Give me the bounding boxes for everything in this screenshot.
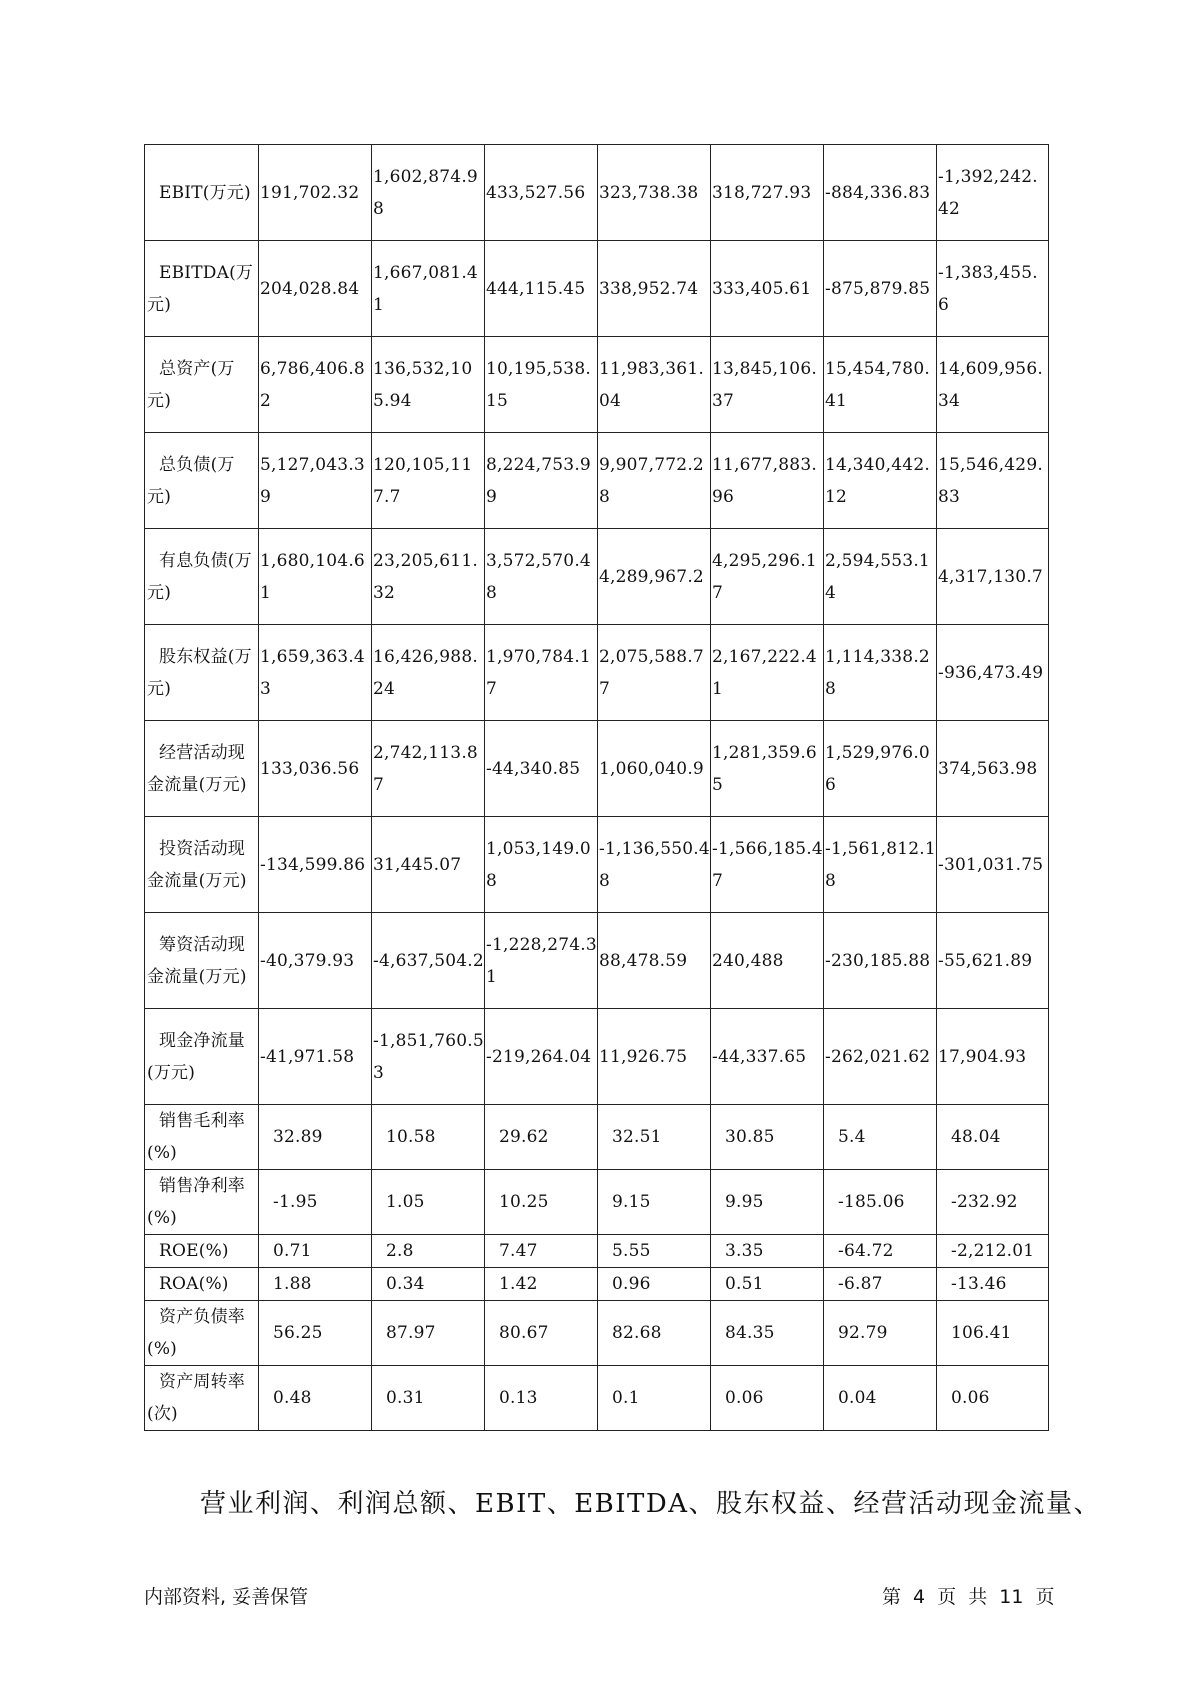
table-cell: 1,281,359.65 (711, 721, 824, 817)
row-label (145, 817, 259, 913)
table-cell: 0.48 (259, 1366, 372, 1431)
row-label (145, 1009, 259, 1105)
table-cell: 48.04 (937, 1105, 1049, 1170)
table-cell: 0.06 (711, 1366, 824, 1431)
row-label-text: 有息负债(万元) (147, 550, 252, 603)
table-cell: 106.41 (937, 1301, 1049, 1366)
table-cell: 1.42 (485, 1268, 598, 1301)
table-cell: -13.46 (937, 1268, 1049, 1301)
table-cell: 5.55 (598, 1235, 711, 1268)
table-row (145, 337, 1049, 433)
table-cell: -1,136,550.48 (598, 817, 711, 913)
table-cell: 88,478.59 (598, 913, 711, 1009)
table-cell: 120,105,117.7 (372, 433, 485, 529)
table-cell: 84.35 (711, 1301, 824, 1366)
table-cell: 11,677,883.96 (711, 433, 824, 529)
table-cell: 1.05 (372, 1170, 485, 1235)
table-cell: 338,952.74 (598, 241, 711, 337)
table-cell: 333,405.61 (711, 241, 824, 337)
table-cell: -41,971.58 (259, 1009, 372, 1105)
row-label-text: 销售净利率(%) (147, 1176, 245, 1228)
row-label-text: 经营活动现金流量(万元) (147, 742, 247, 795)
row-label (145, 913, 259, 1009)
table-cell: 9,907,772.28 (598, 433, 711, 529)
table-cell: 3,572,570.48 (485, 529, 598, 625)
table-cell: 2,167,222.41 (711, 625, 824, 721)
table-cell: 0.06 (937, 1366, 1049, 1431)
table-cell: 13,845,106.37 (711, 337, 824, 433)
table-cell: 1,602,874.98 (372, 145, 485, 241)
table-cell: 240,488 (711, 913, 824, 1009)
table-cell: -2,212.01 (937, 1235, 1049, 1268)
table-cell: 80.67 (485, 1301, 598, 1366)
row-label-text: 筹资活动现金流量(万元) (147, 934, 247, 987)
table-cell: 318,727.93 (711, 145, 824, 241)
table-cell: 2.8 (372, 1235, 485, 1268)
table-row (145, 817, 1049, 913)
table-cell: -6.87 (824, 1268, 937, 1301)
table-cell: 1,667,081.41 (372, 241, 485, 337)
table-cell: 0.34 (372, 1268, 485, 1301)
table-cell: 6,786,406.82 (259, 337, 372, 433)
table-cell: -40,379.93 (259, 913, 372, 1009)
footer-confidential-note: 内部资料, 妥善保管 (144, 1586, 309, 1608)
table-cell: 191,702.32 (259, 145, 372, 241)
row-label (145, 1268, 259, 1301)
table-cell: -44,337.65 (711, 1009, 824, 1105)
row-label-text: ROE(%) (159, 1241, 229, 1261)
table-cell: 1,970,784.17 (485, 625, 598, 721)
table-cell: 4,317,130.7 (937, 529, 1049, 625)
table-cell: -875,879.85 (824, 241, 937, 337)
table-cell: 56.25 (259, 1301, 372, 1366)
table-row (145, 625, 1049, 721)
table-cell: 7.47 (485, 1235, 598, 1268)
footer-page-number: 第 4 页 共 11 页 (882, 1586, 1055, 1608)
table-cell: 5.4 (824, 1105, 937, 1170)
table-cell: 1,060,040.9 (598, 721, 711, 817)
table-cell: -1,228,274.31 (485, 913, 598, 1009)
table-cell: 10.58 (372, 1105, 485, 1170)
table-cell: 2,075,588.77 (598, 625, 711, 721)
table-cell: 2,594,553.14 (824, 529, 937, 625)
table-cell: 204,028.84 (259, 241, 372, 337)
table-cell: 1,053,149.08 (485, 817, 598, 913)
table-row (145, 1268, 1049, 1301)
table-cell: -55,621.89 (937, 913, 1049, 1009)
table-cell: 3.35 (711, 1235, 824, 1268)
table-cell: 1,659,363.43 (259, 625, 372, 721)
row-label-text: EBITDA(万元) (147, 262, 254, 315)
table-cell: 15,454,780.41 (824, 337, 937, 433)
table-row (145, 1009, 1049, 1105)
table-cell: -64.72 (824, 1235, 937, 1268)
table-cell: 1.88 (259, 1268, 372, 1301)
table-cell: 29.62 (485, 1105, 598, 1170)
row-label (145, 145, 259, 241)
row-label-text: 股东权益(万元) (147, 646, 252, 699)
table-cell: 0.04 (824, 1366, 937, 1431)
table-cell: 374,563.98 (937, 721, 1049, 817)
row-label (145, 1235, 259, 1268)
row-label-text: 投资活动现金流量(万元) (147, 838, 247, 891)
table-row (145, 145, 1049, 241)
table-row (145, 1301, 1049, 1366)
table-body (145, 145, 1049, 1431)
table-row (145, 1366, 1049, 1431)
row-label-text: 资产周转率(次) (147, 1372, 245, 1424)
table-cell: 433,527.56 (485, 145, 598, 241)
table-cell: 87.97 (372, 1301, 485, 1366)
table-cell: -262,021.62 (824, 1009, 937, 1105)
table-cell: -1.95 (259, 1170, 372, 1235)
table-cell: -230,185.88 (824, 913, 937, 1009)
table-cell: 30.85 (711, 1105, 824, 1170)
table-cell: 133,036.56 (259, 721, 372, 817)
table-cell: -1,392,242.42 (937, 145, 1049, 241)
table-cell: -185.06 (824, 1170, 937, 1235)
row-label (145, 1366, 259, 1431)
table-cell: 32.51 (598, 1105, 711, 1170)
row-label-text: 总资产(万元) (147, 358, 235, 411)
table-cell: 9.95 (711, 1170, 824, 1235)
table-row (145, 529, 1049, 625)
table-cell: 10.25 (485, 1170, 598, 1235)
table-cell: 0.13 (485, 1366, 598, 1431)
table-cell: 0.71 (259, 1235, 372, 1268)
table-cell: -884,336.83 (824, 145, 937, 241)
table-cell: 0.1 (598, 1366, 711, 1431)
body-paragraph: 营业利润、利润总额、EBIT、EBITDA、股东权益、经营活动现金流量、 (200, 1489, 1102, 1519)
row-label (145, 241, 259, 337)
table-cell: 15,546,429.83 (937, 433, 1049, 529)
table-cell: -44,340.85 (485, 721, 598, 817)
table-cell: 1,114,338.28 (824, 625, 937, 721)
table-cell: 11,926.75 (598, 1009, 711, 1105)
row-label (145, 625, 259, 721)
row-label (145, 1105, 259, 1170)
table-row (145, 1170, 1049, 1235)
table-cell: 10,195,538.15 (485, 337, 598, 433)
table-cell: 4,295,296.17 (711, 529, 824, 625)
row-label (145, 337, 259, 433)
table-row (145, 433, 1049, 529)
table-cell: 9.15 (598, 1170, 711, 1235)
table-cell: 32.89 (259, 1105, 372, 1170)
table-row (145, 1105, 1049, 1170)
table-cell: 11,983,361.04 (598, 337, 711, 433)
table-cell: -1,383,455.6 (937, 241, 1049, 337)
table-cell: -301,031.75 (937, 817, 1049, 913)
row-label-text: 总负债(万元) (147, 454, 235, 507)
table-cell: 31,445.07 (372, 817, 485, 913)
row-label (145, 1170, 259, 1235)
table-cell: -4,637,504.2 (372, 913, 485, 1009)
table-cell: 444,115.45 (485, 241, 598, 337)
table-cell: 1,680,104.61 (259, 529, 372, 625)
table-cell: 16,426,988.24 (372, 625, 485, 721)
table-cell: 8,224,753.99 (485, 433, 598, 529)
table-cell: 14,340,442.12 (824, 433, 937, 529)
table-cell: 0.96 (598, 1268, 711, 1301)
row-label (145, 721, 259, 817)
row-label-text: 销售毛利率(%) (147, 1111, 245, 1163)
table-cell: -134,599.86 (259, 817, 372, 913)
table-cell: -232.92 (937, 1170, 1049, 1235)
row-label (145, 433, 259, 529)
table-row (145, 913, 1049, 1009)
table-row (145, 241, 1049, 337)
table-cell: 0.31 (372, 1366, 485, 1431)
table-cell: 5,127,043.39 (259, 433, 372, 529)
row-label-text: 现金净流量(万元) (147, 1030, 245, 1083)
table-cell: -936,473.49 (937, 625, 1049, 721)
row-label-text: ROA(%) (159, 1274, 229, 1294)
row-label (145, 1301, 259, 1366)
table-cell: 23,205,611.32 (372, 529, 485, 625)
table-cell: 14,609,956.34 (937, 337, 1049, 433)
table-cell: -1,561,812.18 (824, 817, 937, 913)
table-row (145, 721, 1049, 817)
row-label (145, 529, 259, 625)
table-cell: 4,289,967.2 (598, 529, 711, 625)
row-label-text: EBIT(万元) (159, 182, 251, 203)
table-cell: 82.68 (598, 1301, 711, 1366)
table-cell: 17,904.93 (937, 1009, 1049, 1105)
table-cell: 2,742,113.87 (372, 721, 485, 817)
financial-indicators-table (144, 144, 1049, 1431)
table-cell: 92.79 (824, 1301, 937, 1366)
table-cell: -1,851,760.53 (372, 1009, 485, 1105)
table-cell: 0.51 (711, 1268, 824, 1301)
table-cell: -219,264.04 (485, 1009, 598, 1105)
row-label-text: 资产负债率(%) (147, 1307, 245, 1359)
table-cell: 136,532,105.94 (372, 337, 485, 433)
table-cell: 1,529,976.06 (824, 721, 937, 817)
table-row (145, 1235, 1049, 1268)
table-cell: -1,566,185.47 (711, 817, 824, 913)
table-cell: 323,738.38 (598, 145, 711, 241)
